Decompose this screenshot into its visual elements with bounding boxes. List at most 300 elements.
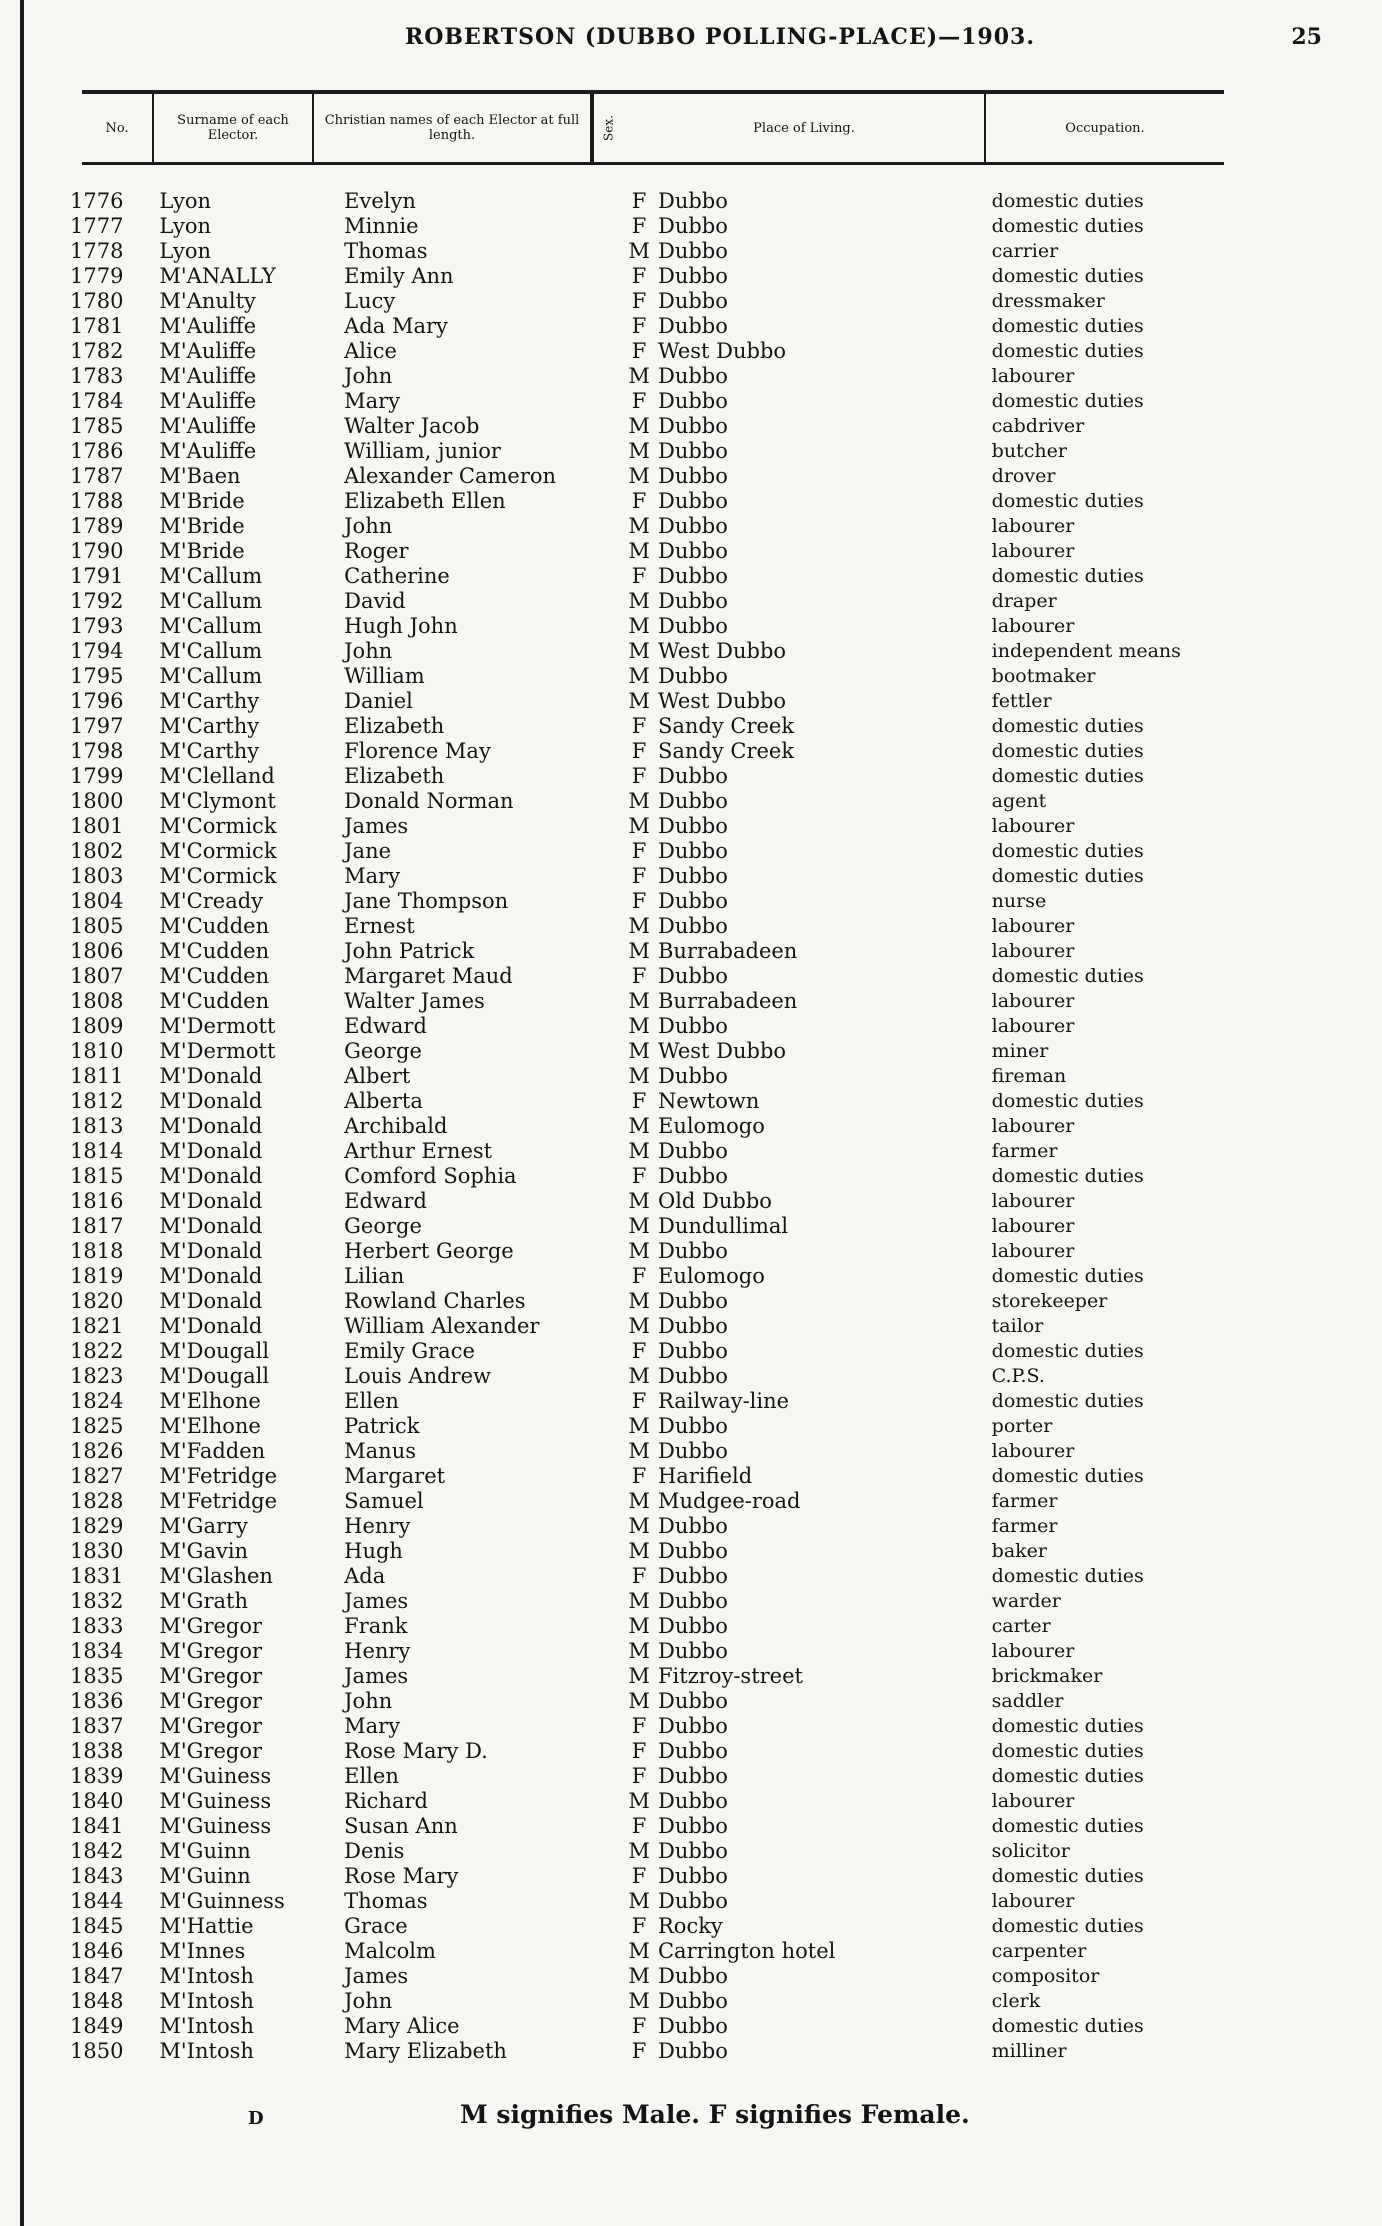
elector-surname: M'Donald [159,1189,263,1213]
elector-place: Dubbo [657,1289,728,1313]
elector-surname: M'Donald [159,1139,263,1163]
elector-place: Dubbo [657,1964,728,1988]
elector-place: Dubbo [657,1789,728,1813]
elector-occupation: domestic duties [991,1740,1144,1762]
elector-place: Dubbo [657,1839,728,1863]
elector-surname: Lyon [159,239,212,263]
elector-row [70,1364,1230,1389]
elector-occupation: tailor [991,1315,1044,1337]
elector-surname: M'Bride [159,539,245,563]
elector-sex: M [628,1064,650,1088]
elector-surname: M'Guiness [159,1764,272,1788]
elector-surname: Lyon [159,189,212,213]
elector-occupation: domestic duties [991,390,1144,412]
elector-christian-names: Thomas [344,239,428,263]
elector-place: Dubbo [657,1889,728,1913]
elector-sex: F [631,264,647,288]
elector-surname: M'Auliffe [159,314,257,338]
elector-occupation: baker [991,1540,1047,1562]
elector-row [70,1064,1230,1089]
elector-sex: M [628,1439,650,1463]
elector-row [70,1089,1230,1114]
elector-occupation: labourer [991,540,1075,562]
elector-christian-names: Comford Sophia [344,1164,517,1188]
elector-row [70,1564,1230,1589]
elector-sex: M [628,1964,650,1988]
elector-occupation: domestic duties [991,490,1144,512]
elector-place: Dubbo [657,1989,728,2013]
elector-number: 1798 [70,739,124,763]
elector-sex: M [628,789,650,813]
elector-occupation: nurse [991,890,1047,912]
elector-occupation: domestic duties [991,265,1144,287]
elector-sex: M [628,1614,650,1638]
elector-surname: M'Bride [159,514,245,538]
elector-surname: M'Cready [159,889,264,913]
elector-christian-names: John [344,1689,393,1713]
elector-number: 1826 [70,1439,124,1463]
elector-sex: F [631,1264,647,1288]
elector-row [70,639,1230,664]
elector-number: 1782 [70,339,124,363]
elector-row [70,1414,1230,1439]
elector-occupation: domestic duties [991,190,1144,212]
elector-number: 1848 [70,1989,124,2013]
elector-christian-names: John [344,364,393,388]
elector-sex: F [631,489,647,513]
elector-place: Old Dubbo [657,1189,772,1213]
elector-christian-names: Alice [344,339,397,363]
elector-christian-names: James [344,1589,409,1613]
elector-row [70,689,1230,714]
elector-surname: M'Intosh [159,2039,254,2063]
elector-number: 1813 [70,1114,124,1138]
elector-christian-names: Malcolm [344,1939,436,1963]
elector-number: 1780 [70,289,124,313]
elector-sex: M [628,814,650,838]
elector-occupation: domestic duties [991,1915,1144,1937]
elector-surname: M'Donald [159,1164,263,1188]
elector-surname: Lyon [159,214,212,238]
elector-surname: M'Gregor [159,1714,263,1738]
elector-christian-names: Jane Thompson [344,889,509,913]
elector-christian-names: Arthur Ernest [344,1139,493,1163]
elector-christian-names: Margaret [344,1464,446,1488]
elector-row [70,214,1230,239]
elector-christian-names: Emily Ann [344,264,454,288]
elector-place: Sandy Creek [657,739,795,763]
elector-occupation: labourer [991,915,1075,937]
elector-occupation: domestic duties [991,740,1144,762]
elector-list [70,189,1230,2064]
elector-number: 1789 [70,514,124,538]
elector-place: Dubbo [657,1139,728,1163]
elector-number: 1850 [70,2039,124,2063]
elector-number: 1833 [70,1614,124,1638]
elector-sex: M [628,1664,650,1688]
elector-number: 1844 [70,1889,124,1913]
elector-sex: M [628,1189,650,1213]
elector-christian-names: Mary Alice [344,2014,460,2038]
elector-place: Dubbo [657,1589,728,1613]
elector-number: 1843 [70,1864,124,1888]
elector-sex: M [628,464,650,488]
elector-occupation: domestic duties [991,865,1144,887]
elector-surname: M'Elhone [159,1389,261,1413]
elector-number: 1807 [70,964,124,988]
elector-surname: M'Dermott [159,1039,276,1063]
elector-sex: F [631,1164,647,1188]
elector-sex: F [631,564,647,588]
elector-sex: F [631,764,647,788]
elector-christian-names: John [344,1989,393,2013]
elector-number: 1849 [70,2014,124,2038]
elector-surname: M'Auliffe [159,414,257,438]
elector-surname: M'Cudden [159,964,270,988]
elector-place: Dubbo [657,389,728,413]
elector-christian-names: Herbert George [344,1239,514,1263]
elector-row [70,964,1230,989]
elector-christian-names: Ada Mary [344,314,448,338]
elector-place: Dubbo [657,1614,728,1638]
elector-sex: F [631,1814,647,1838]
elector-surname: M'Callum [159,564,263,588]
elector-sex: M [628,639,650,663]
elector-number: 1824 [70,1389,124,1413]
elector-place: Mudgee-road [657,1489,801,1513]
elector-place: Dubbo [657,1339,728,1363]
elector-sex: M [628,689,650,713]
elector-christian-names: James [344,1664,409,1688]
elector-number: 1835 [70,1664,124,1688]
elector-row [70,564,1230,589]
elector-surname: M'Baen [159,464,241,488]
elector-occupation: domestic duties [991,1565,1144,1587]
elector-occupation: carpenter [991,1940,1087,1962]
elector-number: 1841 [70,1814,124,1838]
elector-christian-names: Alexander Cameron [344,464,557,488]
elector-place: West Dubbo [657,639,787,663]
elector-sex: F [631,1089,647,1113]
elector-christian-names: Manus [344,1439,416,1463]
elector-place: Dubbo [657,464,728,488]
elector-sex: F [631,289,647,313]
elector-place: Dubbo [657,414,728,438]
elector-surname: M'Gregor [159,1689,263,1713]
elector-occupation: labourer [991,1115,1075,1137]
elector-number: 1787 [70,464,124,488]
elector-place: Dubbo [657,489,728,513]
elector-number: 1800 [70,789,124,813]
header-christian-names: Christian names of each Elector at full length. [314,94,592,162]
elector-place: Burrabadeen [657,989,798,1013]
elector-surname: M'Gregor [159,1739,263,1763]
elector-number: 1779 [70,264,124,288]
elector-place: West Dubbo [657,339,787,363]
elector-row [70,739,1230,764]
elector-sex: M [628,1889,650,1913]
elector-occupation: domestic duties [991,840,1144,862]
elector-sex: F [631,1864,647,1888]
elector-christian-names: Rose Mary D. [344,1739,488,1763]
elector-number: 1805 [70,914,124,938]
elector-occupation: domestic duties [991,965,1144,987]
elector-place: West Dubbo [657,689,787,713]
elector-surname: M'Gregor [159,1639,263,1663]
elector-occupation: farmer [991,1515,1058,1537]
elector-place: Newtown [657,1089,760,1113]
elector-number: 1823 [70,1364,124,1388]
elector-place: Dubbo [657,889,728,913]
elector-row [70,839,1230,864]
elector-number: 1817 [70,1214,124,1238]
elector-surname: M'Callum [159,614,263,638]
elector-occupation: labourer [991,1190,1075,1212]
elector-occupation: warder [991,1590,1061,1612]
elector-number: 1816 [70,1189,124,1213]
elector-christian-names: Walter Jacob [344,414,480,438]
elector-surname: M'ANALLY [159,264,276,288]
elector-place: Dubbo [657,564,728,588]
elector-christian-names: Margaret Maud [344,964,513,988]
elector-surname: M'Donald [159,1239,263,1263]
elector-row [70,1664,1230,1689]
elector-sex: F [631,389,647,413]
elector-row [70,1189,1230,1214]
elector-christian-names: Emily Grace [344,1339,475,1363]
elector-row [70,489,1230,514]
elector-sex: M [628,364,650,388]
elector-christian-names: Hugh [344,1539,403,1563]
elector-surname: M'Donald [159,1089,263,1113]
elector-surname: M'Cudden [159,939,270,963]
elector-sex: M [628,1939,650,1963]
elector-occupation: domestic duties [991,1340,1144,1362]
elector-place: Dubbo [657,289,728,313]
elector-christian-names: Alberta [344,1089,423,1113]
elector-row [70,2039,1230,2064]
elector-occupation: labourer [991,615,1075,637]
elector-surname: M'Callum [159,639,263,663]
elector-occupation: labourer [991,1640,1075,1662]
elector-place: Dubbo [657,1739,728,1763]
elector-number: 1795 [70,664,124,688]
elector-christian-names: Elizabeth [344,764,445,788]
elector-occupation: domestic duties [991,1815,1144,1837]
elector-number: 1802 [70,839,124,863]
elector-place: Dubbo [657,239,728,263]
elector-row [70,1439,1230,1464]
elector-occupation: labourer [991,940,1075,962]
elector-number: 1825 [70,1414,124,1438]
elector-row [70,1739,1230,1764]
elector-number: 1820 [70,1289,124,1313]
elector-sex: M [628,1139,650,1163]
elector-place: Dubbo [657,914,728,938]
elector-surname: M'Gregor [159,1664,263,1688]
elector-number: 1797 [70,714,124,738]
elector-number: 1834 [70,1639,124,1663]
elector-surname: M'Dougall [159,1364,270,1388]
elector-christian-names: John [344,514,393,538]
elector-row [70,1814,1230,1839]
elector-sex: M [628,589,650,613]
elector-number: 1790 [70,539,124,563]
elector-surname: M'Cormick [159,839,277,863]
elector-occupation: domestic duties [991,2015,1144,2037]
elector-row [70,1314,1230,1339]
elector-row [70,1164,1230,1189]
elector-christian-names: James [344,814,409,838]
elector-sex: M [628,1414,650,1438]
elector-surname: M'Cudden [159,914,270,938]
elector-christian-names: Ellen [344,1389,399,1413]
elector-surname: M'Bride [159,489,245,513]
elector-place: Dubbo [657,1414,728,1438]
elector-christian-names: Ada [344,1564,386,1588]
elector-sex: F [631,2014,647,2038]
elector-occupation: drover [991,465,1056,487]
elector-place: Eulomogo [657,1114,765,1138]
elector-place: Dubbo [657,1689,728,1713]
elector-occupation: porter [991,1415,1053,1437]
elector-occupation: farmer [991,1490,1058,1512]
elector-surname: M'Auliffe [159,364,257,388]
elector-surname: M'Clelland [159,764,275,788]
elector-row [70,1214,1230,1239]
elector-row [70,1389,1230,1414]
elector-occupation: labourer [991,1240,1075,1262]
elector-surname: M'Hattie [159,1914,254,1938]
elector-row [70,939,1230,964]
elector-christian-names: Grace [344,1914,408,1938]
elector-occupation: carter [991,1615,1051,1637]
elector-row [70,289,1230,314]
elector-sex: F [631,339,647,363]
elector-row [70,2014,1230,2039]
elector-christian-names: Edward [344,1189,427,1213]
elector-surname: M'Auliffe [159,439,257,463]
elector-surname: M'Elhone [159,1414,261,1438]
elector-number: 1793 [70,614,124,638]
elector-sex: F [631,1564,647,1588]
elector-row [70,1539,1230,1564]
elector-place: Dubbo [657,764,728,788]
elector-surname: M'Clymont [159,789,276,813]
elector-row [70,814,1230,839]
elector-sex: F [631,714,647,738]
elector-row [70,589,1230,614]
elector-sex: M [628,914,650,938]
elector-place: Dubbo [657,1514,728,1538]
elector-christian-names: William Alexander [344,1314,540,1338]
elector-row [70,339,1230,364]
elector-row [70,1114,1230,1139]
elector-occupation: labourer [991,1890,1075,1912]
elector-row [70,1839,1230,1864]
elector-occupation: brickmaker [991,1665,1103,1687]
elector-christian-names: Daniel [344,689,413,713]
elector-sex: M [628,1639,650,1663]
elector-number: 1819 [70,1264,124,1288]
elector-sex: F [631,189,647,213]
elector-occupation: cabdriver [991,415,1085,437]
elector-row [70,239,1230,264]
elector-number: 1845 [70,1914,124,1938]
elector-christian-names: Ernest [344,914,415,938]
elector-surname: M'Donald [159,1264,263,1288]
elector-number: 1832 [70,1589,124,1613]
elector-christian-names: Florence May [344,739,491,763]
elector-surname: M'Guinn [159,1839,251,1863]
elector-surname: M'Garry [159,1514,248,1538]
elector-row [70,1764,1230,1789]
elector-sex: M [628,1364,650,1388]
elector-row [70,1639,1230,1664]
elector-row [70,439,1230,464]
elector-christian-names: Richard [344,1789,428,1813]
elector-occupation: labourer [991,365,1075,387]
elector-christian-names: Ellen [344,1764,399,1788]
elector-place: Dubbo [657,839,728,863]
elector-number: 1810 [70,1039,124,1063]
elector-row [70,914,1230,939]
elector-surname: M'Fetridge [159,1489,278,1513]
elector-christian-names: Minnie [344,214,419,238]
elector-christian-names: Lucy [344,289,396,313]
elector-christian-names: William, junior [344,439,501,463]
elector-surname: M'Innes [159,1939,246,1963]
elector-number: 1846 [70,1939,124,1963]
elector-surname: M'Grath [159,1589,248,1613]
elector-occupation: fireman [991,1065,1067,1087]
elector-christian-names: William [344,664,425,688]
elector-occupation: domestic duties [991,1165,1144,1187]
elector-sex: M [628,1039,650,1063]
elector-surname: M'Callum [159,664,263,688]
elector-number: 1777 [70,214,124,238]
elector-place: Dubbo [657,514,728,538]
elector-row [70,764,1230,789]
page-number: 25 [1291,24,1322,50]
elector-row [70,414,1230,439]
header-occupation: Occupation. [1065,120,1145,136]
header-no: No. [82,94,154,162]
elector-sex: M [628,1539,650,1563]
elector-christian-names: Louis Andrew [344,1364,491,1388]
elector-place: Dubbo [657,1239,728,1263]
elector-christian-names: Mary [344,1714,401,1738]
elector-occupation: labourer [991,1790,1075,1812]
elector-number: 1781 [70,314,124,338]
elector-row [70,1514,1230,1539]
elector-sex: F [631,889,647,913]
elector-christian-names: Archibald [344,1114,448,1138]
elector-row [70,364,1230,389]
elector-place: Dubbo [657,964,728,988]
elector-number: 1811 [70,1064,124,1088]
sex-legend: M signifies Male. F signifies Female. [460,2100,970,2129]
elector-number: 1788 [70,489,124,513]
elector-occupation: labourer [991,515,1075,537]
elector-row [70,1589,1230,1614]
elector-christian-names: Evelyn [344,189,416,213]
elector-row [70,314,1230,339]
elector-number: 1818 [70,1239,124,1263]
elector-christian-names: Hugh John [344,614,458,638]
elector-row [70,389,1230,414]
elector-sex: M [628,1214,650,1238]
